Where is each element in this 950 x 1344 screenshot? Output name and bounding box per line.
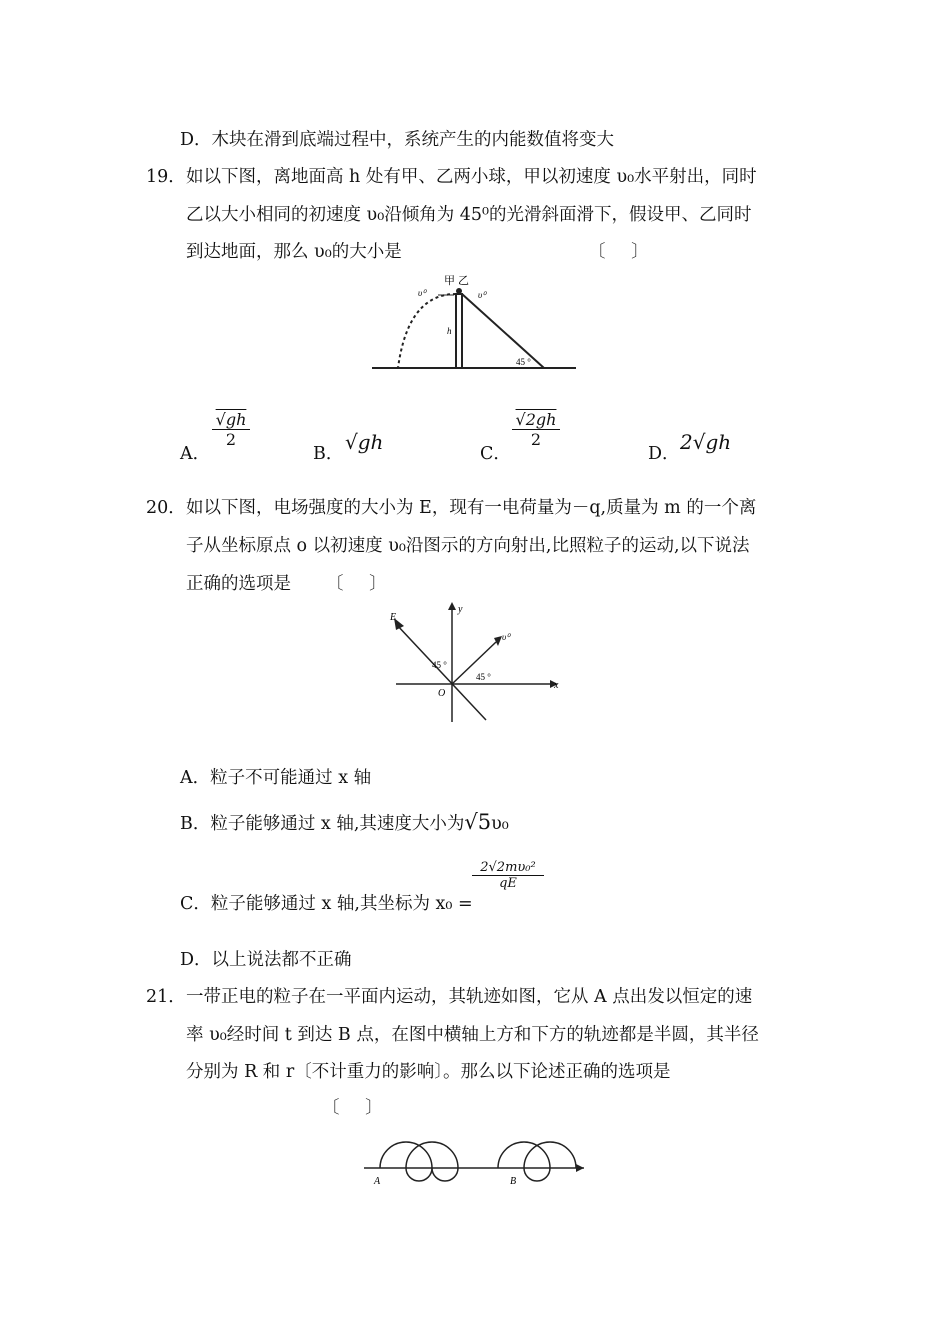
label-v0-right: υ⁰ xyxy=(478,290,486,300)
q19-option-a-fraction xyxy=(212,410,250,449)
q20-option-c-den: qE xyxy=(499,876,517,891)
q21-figure xyxy=(360,1128,588,1196)
axis-arrow xyxy=(576,1164,584,1172)
q21-number: 21． xyxy=(146,987,186,1007)
q19-number: 19． xyxy=(146,167,186,187)
q20-option-d: D．以上说法都不正确 xyxy=(180,950,352,970)
q19-line1: 如以下图，离地面高 h 处有甲、乙两小球，甲以初速度 υ₀水平射出，同时 xyxy=(186,167,757,187)
q21-line1: 一带正电的粒子在一平面内运动，其轨迹如图，它从 A 点出发以恒定的速 xyxy=(186,987,753,1007)
label-angle-2: 45 ° xyxy=(476,672,491,682)
label-y: y xyxy=(458,604,463,615)
q20-option-c-fraction xyxy=(472,860,544,891)
label-e: E xyxy=(390,612,397,623)
label-a: A xyxy=(374,1176,381,1187)
q19-option-a-num: √gh xyxy=(215,410,247,429)
q20-option-c-text: C．粒子能够通过 x 轴,其坐标为 x₀ = xyxy=(180,894,473,914)
q20-number: 20． xyxy=(146,498,186,518)
label-h: h xyxy=(447,326,452,336)
q20-line1: 如以下图，电场强度的大小为 E，现有一电荷量为－q,质量为 m 的一个离 xyxy=(186,498,757,518)
q19-figure xyxy=(368,272,580,376)
q21-line2: 率 υ₀经时间 t 到达 B 点，在图中横轴上方和下方的轨迹都是半圆，其半径 xyxy=(186,1025,759,1045)
q20-answer-paren: 〔 〕 xyxy=(326,574,397,594)
q20-option-b xyxy=(180,810,509,835)
label-angle-1: 45 ° xyxy=(432,660,447,670)
e-field-line xyxy=(396,624,486,720)
q20-option-a: A．粒子不可能通过 x 轴 xyxy=(180,768,372,788)
q21-line3: 分别为 R 和 r〔不计重力的影响〕。那么以下论述正确的选项是 xyxy=(186,1062,671,1082)
label-origin: O xyxy=(438,688,446,699)
q19-line3: 到达地面，那么 υ₀的大小是 xyxy=(186,242,402,262)
y-axis-arrow xyxy=(448,602,456,610)
tower xyxy=(456,294,462,368)
q20-option-b-tail: υ₀ xyxy=(491,814,509,834)
q19-option-b-value: √gh xyxy=(345,430,384,454)
label-jia: 甲 xyxy=(444,275,455,287)
q20-line3: 正确的选项是 xyxy=(186,574,291,594)
q19-option-b-label: B． xyxy=(313,444,344,464)
q19-option-c-label: C． xyxy=(480,444,511,464)
q21-answer-paren: 〔 〕 xyxy=(322,1098,393,1118)
label-yi: 乙 xyxy=(458,275,469,287)
q20-figure xyxy=(382,600,562,728)
q20-line2: 子从坐标原点 o 以初速度 υ₀沿图示的方向射出,比照粒子的运动,以下说法 xyxy=(186,536,750,556)
q19-option-c-den: 2 xyxy=(530,430,542,449)
q19-option-d-value: 2√gh xyxy=(680,430,732,454)
q18-option-d: D．木块在滑到底端过程中，系统产生的内能数值将变大 xyxy=(180,130,615,150)
q19-option-a-label: A． xyxy=(180,444,211,464)
q19-answer-paren: 〔 〕 xyxy=(588,242,659,262)
q19-line2: 乙以大小相同的初速度 υ₀沿倾角为 45⁰的光滑斜面滑下，假设甲、乙同时 xyxy=(186,205,752,225)
q19-option-a-den: 2 xyxy=(225,430,237,449)
ball xyxy=(456,288,462,294)
label-x: x xyxy=(554,680,559,691)
trajectory-left xyxy=(380,1142,458,1181)
incline xyxy=(462,294,544,368)
q20-option-c-num: 2√2mυ₀² xyxy=(472,860,544,876)
v0-arrow xyxy=(494,636,502,646)
label-b: B xyxy=(510,1176,517,1187)
q19-option-c-fraction xyxy=(512,410,560,449)
q19-option-c-num: √2gh xyxy=(515,410,557,429)
label-v0: υ⁰ xyxy=(502,632,510,642)
label-angle: 45 ° xyxy=(516,357,531,367)
label-v0-left: υ⁰ xyxy=(418,288,426,298)
q19-option-d-label: D． xyxy=(648,444,680,464)
q20-option-b-text: B．粒子能够通过 x 轴,其速度大小为 xyxy=(180,814,465,834)
q20-option-b-root: √5 xyxy=(464,810,492,834)
